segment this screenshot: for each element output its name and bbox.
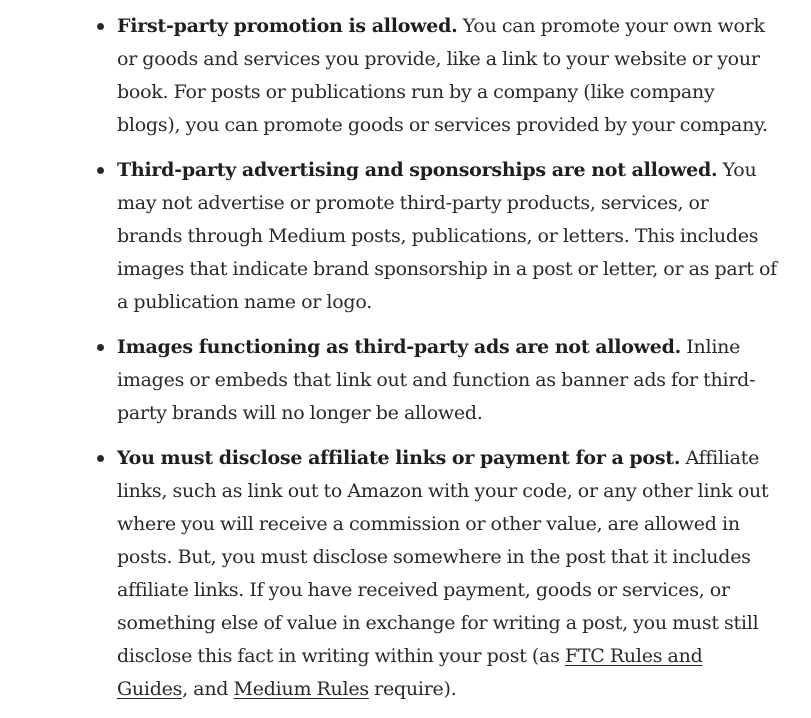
rule-body-after: require). — [368, 678, 457, 700]
medium-rules-link[interactable]: Medium Rules — [233, 678, 369, 700]
rule-title: You must disclose affiliate links or payment for a post. — [117, 447, 681, 469]
rule-body: You may not advertise or promote third-party products, services, or brands through Medium posts, publications, or letters. This includes images that indicate brand sponsorship in a post or letter, or as part of a publication name or logo. — [117, 159, 777, 313]
rule-body: Inline images or embeds that link out and function as banner ads for third-party brands will no longer be allowed. — [117, 336, 756, 424]
rule-title: Third-party advertising and sponsorships are not allowed. — [117, 159, 718, 181]
list-item-images-as-ads — [117, 331, 777, 430]
list-item-affiliate-disclosure — [117, 442, 777, 706]
rule-title: First-party promotion is allowed. — [117, 15, 458, 37]
ftc-rules-link[interactable]: FTC Rules and Guides — [117, 645, 703, 700]
rule-body: Affiliate links, such as link out to Amazon with your code, or any other link out where you will receive a commission or other value, are allowed in posts. But, you must disclose somewhere in the post that it includes affiliate links. If you have received payment, goods or services, or something else of value in exchange for writing a post, you must still disclose this fact in writing within your post (as — [117, 447, 769, 667]
rules-list — [117, 10, 777, 718]
list-item-first-party-promotion — [117, 10, 777, 142]
rule-title: Images functioning as third-party ads are not allowed. — [117, 336, 681, 358]
rule-body: You can promote your own work or goods and services you provide, like a link to your website or your book. For posts or publications run by a company (like company blogs), you can promote goods or services provided by your company. — [117, 15, 768, 136]
list-item-third-party-advertising — [117, 154, 777, 319]
rule-body-between: , and — [182, 678, 234, 700]
